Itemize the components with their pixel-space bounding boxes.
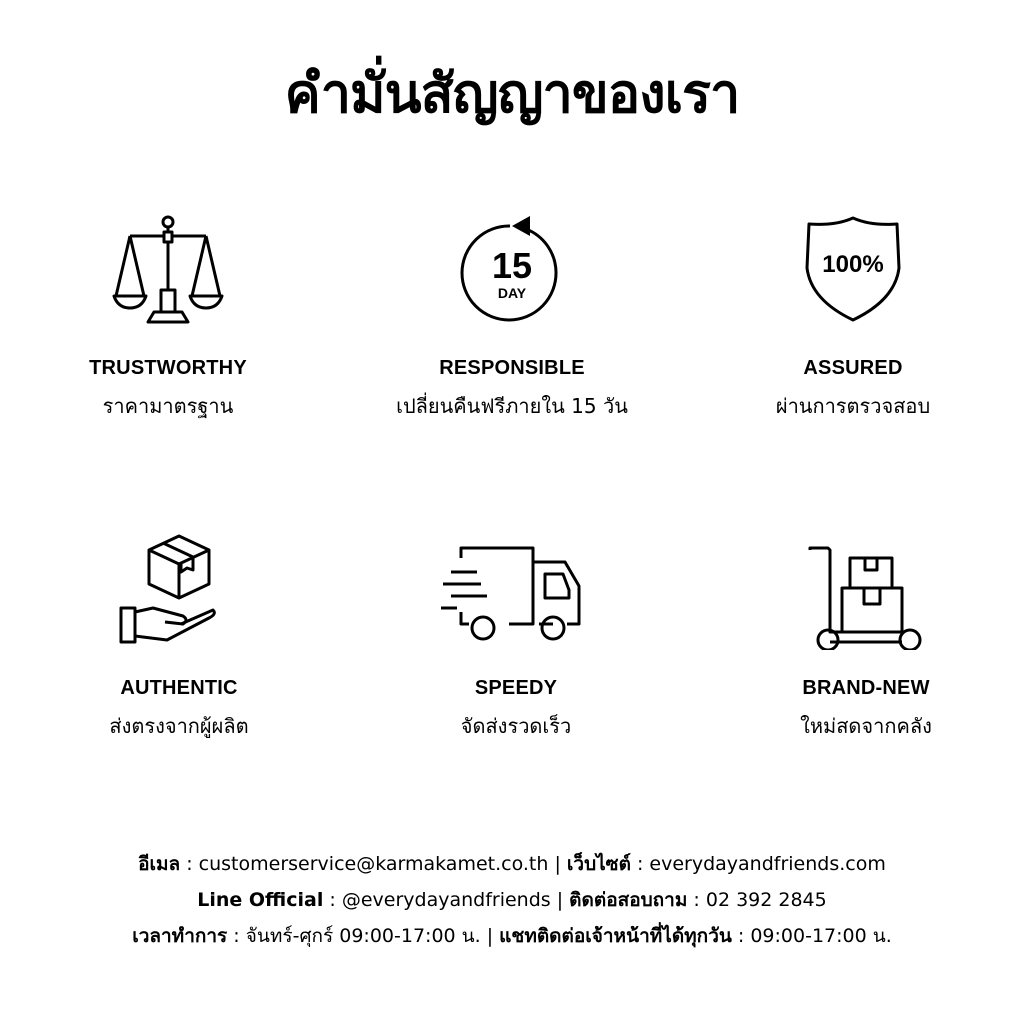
return-15-day-icon xyxy=(452,212,572,330)
shield-icon-text: 100% xyxy=(822,251,884,278)
line-official-label: Line Official xyxy=(197,889,324,911)
promise-label: TRUSTWORTHY xyxy=(89,357,247,379)
delivery-truck-icon xyxy=(441,532,591,650)
contact-line-hours: เวลาทำการ : จันทร์-ศุกร์ 09:00-17:00 น. | แชทติดต่อเจ้าหน้าที่ได้ทุกวัน : 09:00-17:00 น. xyxy=(132,925,892,947)
promise-subtext: ราคามาตรฐาน xyxy=(102,394,234,418)
promise-label: BRAND-NEW xyxy=(802,677,930,699)
email-link[interactable]: customerservice@karmakamet.co.th xyxy=(198,853,549,875)
box-in-hand-icon xyxy=(119,532,239,650)
promise-authentic xyxy=(19,532,339,741)
promise-label: ASSURED xyxy=(803,357,903,379)
return-icon-number: 15 xyxy=(491,245,533,286)
promise-responsible xyxy=(352,212,672,421)
chat-hours: 09:00-17:00 น. xyxy=(750,925,892,947)
contact-line-email: อีเมล : customerservice@karmakamet.co.th | เว็บไซต์ : everydayandfriends.com xyxy=(138,853,886,875)
promise-label: AUTHENTIC xyxy=(120,677,238,699)
promise-subtext: ส่งตรงจากผู้ผลิต xyxy=(109,714,249,738)
promise-speedy xyxy=(356,532,676,741)
contact-line-line: Line Official : @everydayandfriends | ติดต่อสอบถาม : 02 392 2845 xyxy=(197,889,827,911)
return-icon-unit: DAY xyxy=(497,285,527,301)
email-label: อีเมล xyxy=(138,853,181,875)
contact-label: ติดต่อสอบถาม xyxy=(569,889,688,911)
promise-subtext: เปลี่ยนคืนฟรีภายใน 15 วัน xyxy=(396,394,628,418)
promise-label: SPEEDY xyxy=(474,677,558,699)
promise-subtext: จัดส่งรวดเร็ว xyxy=(460,714,572,738)
promise-assured xyxy=(693,212,1013,421)
website-label: เว็บไซต์ xyxy=(566,853,631,875)
promise-subtext: ใหม่สดจากคลัง xyxy=(800,714,932,738)
page-title: คำมั่นสัญญาของเรา xyxy=(284,62,740,125)
promise-brand-new xyxy=(706,532,1024,741)
promise-subtext: ผ่านการตรวจสอบ xyxy=(775,394,931,418)
website-link[interactable]: everydayandfriends.com xyxy=(649,853,886,875)
contact-info xyxy=(0,846,1024,954)
hand-truck-boxes-icon xyxy=(806,532,926,650)
shield-100-icon xyxy=(793,212,913,330)
promise-label: RESPONSIBLE xyxy=(439,357,585,379)
hours-label: เวลาทำการ xyxy=(132,925,228,947)
phone-number[interactable]: 02 392 2845 xyxy=(705,889,827,911)
promise-trustworthy xyxy=(8,212,328,421)
scale-icon xyxy=(108,212,228,330)
chat-label: แชทติดต่อเจ้าหน้าที่ได้ทุกวัน xyxy=(499,925,732,947)
office-hours: จันทร์-ศุกร์ 09:00-17:00 น. xyxy=(245,925,481,947)
line-id[interactable]: @everydayandfriends xyxy=(341,889,551,911)
